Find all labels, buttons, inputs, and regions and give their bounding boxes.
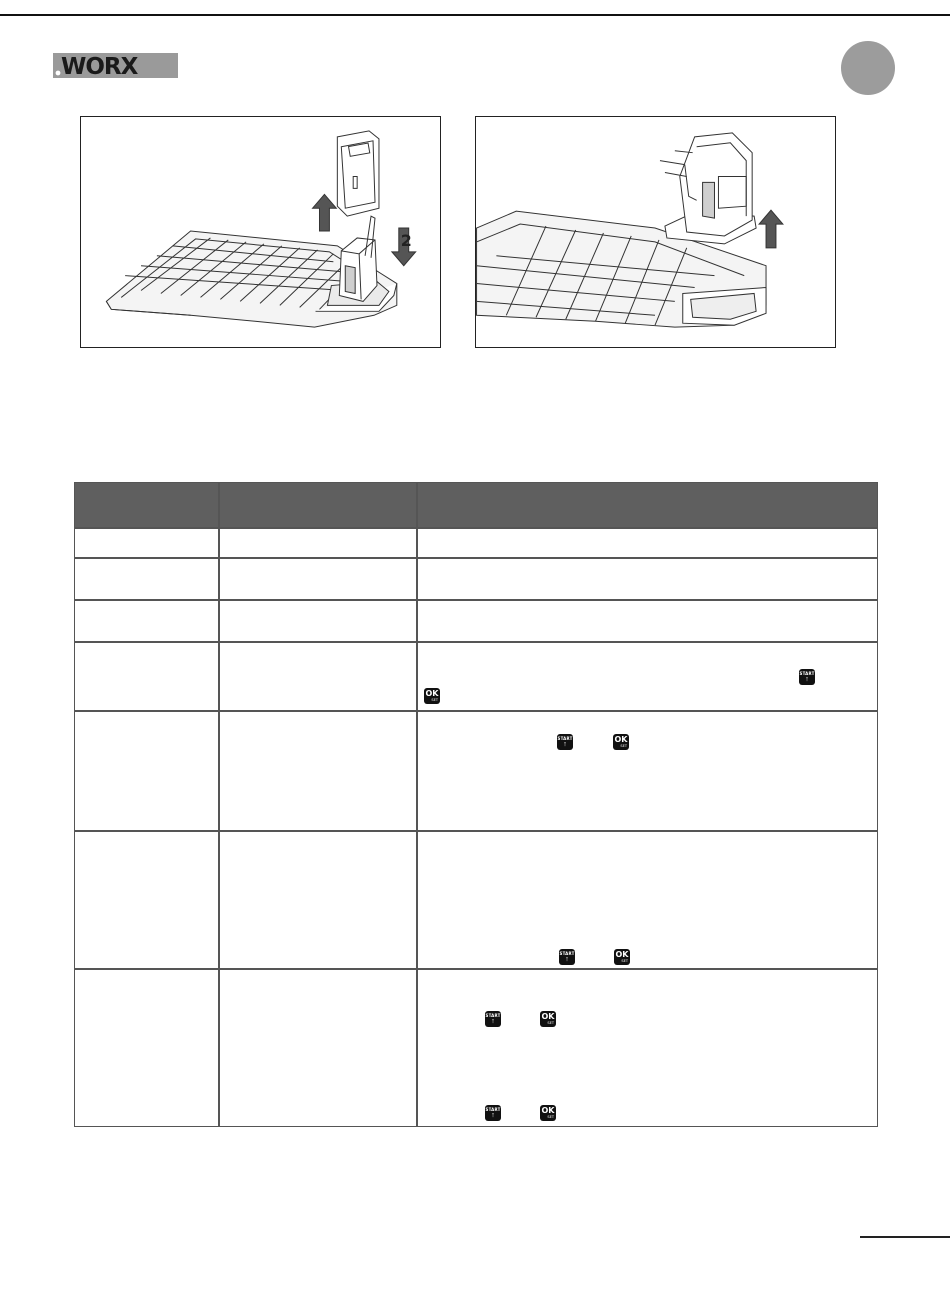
row-divider [75, 830, 877, 832]
header-cell-3 [417, 483, 877, 527]
start-key-icon: START ↑ [557, 736, 573, 748]
ok-set-key-icon: OK SET [541, 1012, 555, 1025]
ok-set-key-icon: OK SET [425, 689, 439, 702]
column-divider-2 [416, 483, 418, 1126]
table-header [75, 483, 877, 527]
start-key-icon: START ↑ [485, 1107, 501, 1119]
start-key-icon: START ↑ [799, 671, 815, 683]
step-number-label: 2 [400, 230, 412, 250]
figure-lift-station [475, 116, 836, 348]
header-cell-1 [75, 483, 219, 527]
top-rule [0, 14, 950, 16]
footer-rule [860, 1236, 950, 1238]
ok-set-key-icon: OK SET [541, 1106, 555, 1119]
start-key-icon: START ↑ [559, 951, 575, 963]
start-key-icon: START ↑ [485, 1013, 501, 1025]
row-divider [75, 968, 877, 970]
row-divider [75, 710, 877, 712]
worx-logo [53, 53, 178, 78]
language-badge [841, 41, 895, 95]
ok-set-key-icon: OK SET [615, 950, 629, 963]
row-divider [75, 557, 877, 559]
charging-base-illustration-2 [476, 117, 835, 347]
logo-text: WORX [61, 54, 138, 78]
row-divider [75, 641, 877, 643]
ok-set-key-icon: OK SET [614, 735, 628, 748]
column-divider-1 [218, 483, 220, 1126]
header-cell-2 [219, 483, 417, 527]
row-divider [75, 527, 877, 529]
troubleshooting-table [74, 482, 878, 1127]
figure-remove-cover [80, 116, 441, 348]
row-divider [75, 599, 877, 601]
charging-base-illustration-1 [81, 117, 440, 347]
